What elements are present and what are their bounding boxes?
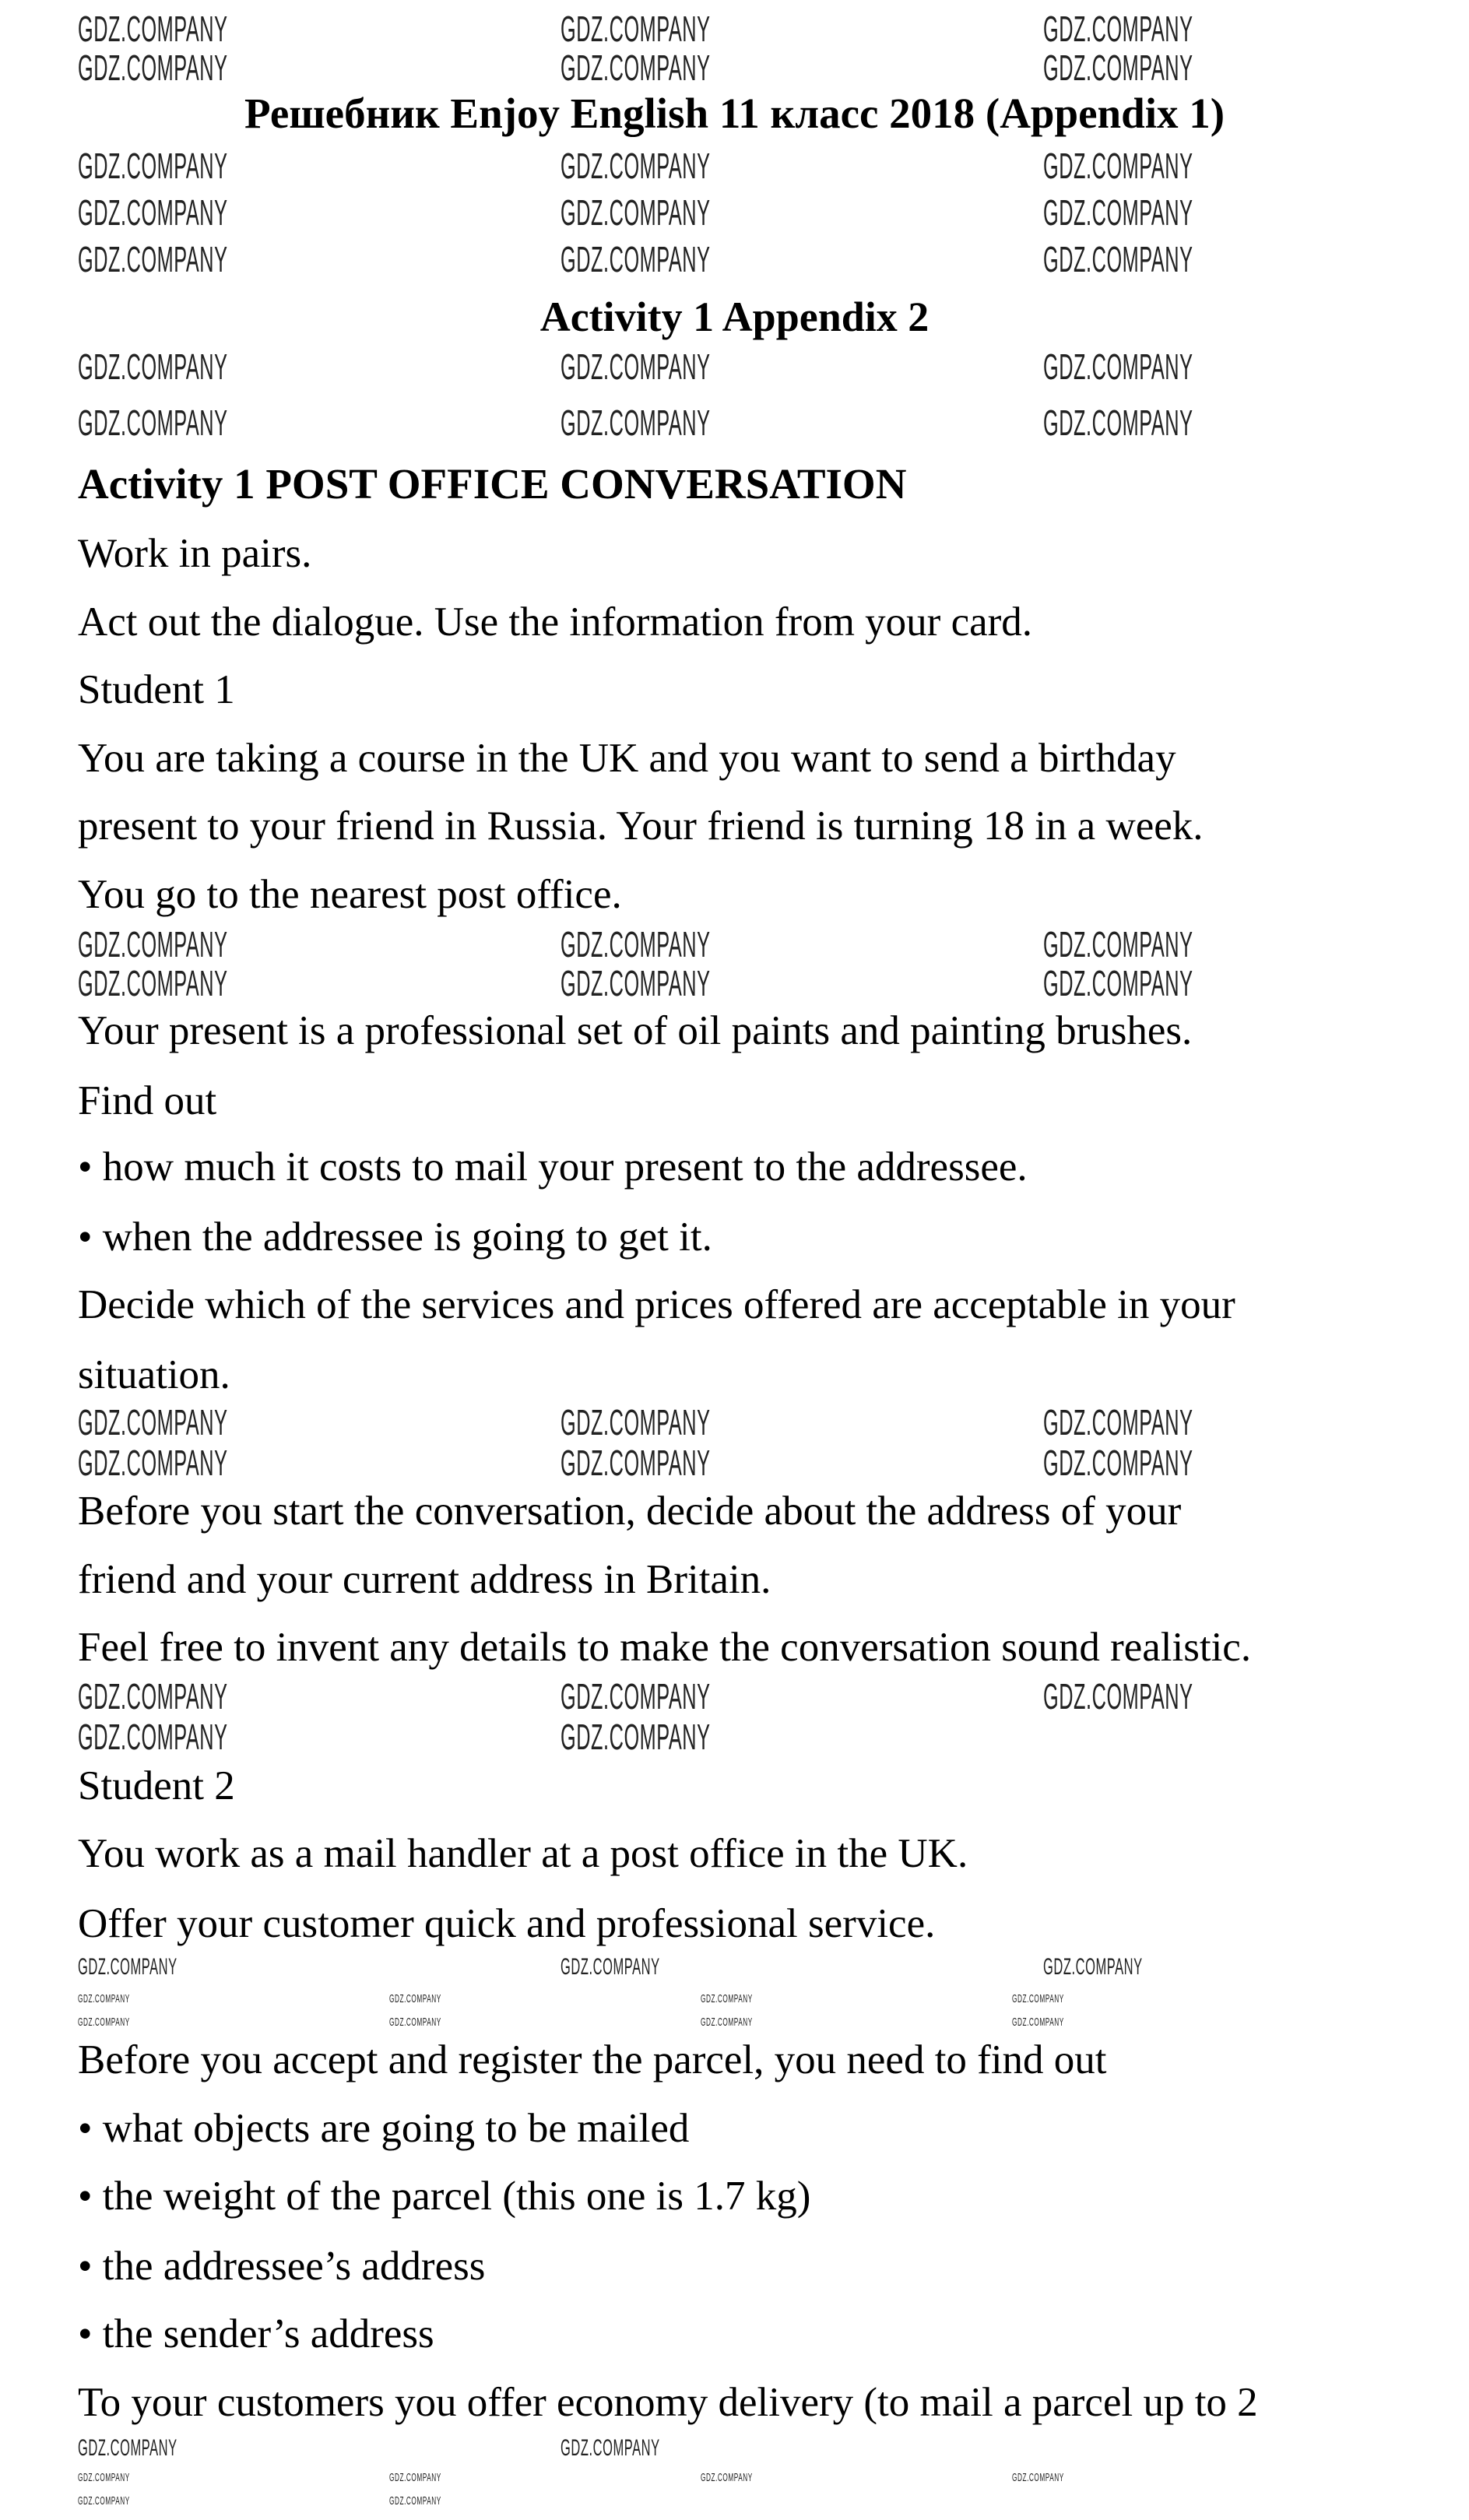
watermark: GDZ.COMPANY <box>561 346 711 387</box>
watermark: GDZ.COMPANY <box>78 2494 130 2508</box>
bullet-item: • when the addressee is going to get it. <box>78 1214 712 1260</box>
text-line: You are taking a course in the UK and you want to send a birthday <box>78 736 1176 781</box>
watermark: GDZ.COMPANY <box>78 402 228 443</box>
text-line: situation. <box>78 1352 230 1397</box>
watermark: GDZ.COMPANY <box>78 2471 130 2484</box>
text-line: Find out <box>78 1078 217 1123</box>
watermark: GDZ.COMPANY <box>1043 239 1193 279</box>
watermark: GDZ.COMPANY <box>389 1992 441 2005</box>
text-line: Before you start the conversation, decide about the address of your <box>78 1488 1182 1534</box>
watermark: GDZ.COMPANY <box>389 2494 441 2508</box>
watermark: GDZ.COMPANY <box>561 924 711 965</box>
watermark: GDZ.COMPANY <box>78 1992 130 2005</box>
text-line: Offer your customer quick and professional service. <box>78 1901 936 1946</box>
watermark: GDZ.COMPANY <box>78 239 228 279</box>
watermark: GDZ.COMPANY <box>78 924 228 965</box>
watermark: GDZ.COMPANY <box>1043 9 1193 49</box>
text-line: Work in pairs. <box>78 531 312 576</box>
watermark: GDZ.COMPANY <box>78 346 228 387</box>
watermark: GDZ.COMPANY <box>78 1443 228 1483</box>
watermark: GDZ.COMPANY <box>1012 2471 1064 2484</box>
watermark: GDZ.COMPANY <box>78 1717 228 1757</box>
watermark: GDZ.COMPANY <box>561 1717 711 1757</box>
watermark: GDZ.COMPANY <box>701 1992 753 2005</box>
watermark: GDZ.COMPANY <box>1043 1676 1193 1717</box>
section-label: Student 1 <box>78 667 235 712</box>
text-line: Feel free to invent any details to make the conversation sound realistic. <box>78 1625 1252 1670</box>
watermark: GDZ.COMPANY <box>78 2435 177 2461</box>
watermark: GDZ.COMPANY <box>561 1954 660 1980</box>
watermark: GDZ.COMPANY <box>561 192 711 233</box>
text-line: Your present is a professional set of oil paints and painting brushes. <box>78 1008 1193 1053</box>
bullet-item: • how much it costs to mail your present to the addressee. <box>78 1144 1028 1190</box>
watermark: GDZ.COMPANY <box>561 963 711 1003</box>
watermark: GDZ.COMPANY <box>1012 2016 1064 2029</box>
text-line: You work as a mail handler at a post office in the UK. <box>78 1831 968 1876</box>
text-line: Act out the dialogue. Use the information from your card. <box>78 599 1033 645</box>
watermark: GDZ.COMPANY <box>1043 1402 1193 1443</box>
watermark: GDZ.COMPANY <box>389 2471 441 2484</box>
text-line: present to your friend in Russia. Your friend is turning 18 in a week. <box>78 803 1204 849</box>
text-line: Decide which of the services and prices offered are acceptable in your <box>78 1282 1235 1327</box>
bullet-item: • the sender’s address <box>78 2311 434 2357</box>
watermark: GDZ.COMPANY <box>1043 146 1193 186</box>
watermark: GDZ.COMPANY <box>78 9 228 49</box>
watermark: GDZ.COMPANY <box>78 2016 130 2029</box>
text-line: friend and your current address in Britain. <box>78 1557 771 1602</box>
section-label: Student 2 <box>78 1763 235 1808</box>
watermark: GDZ.COMPANY <box>561 9 711 49</box>
watermark: GDZ.COMPANY <box>78 1402 228 1443</box>
watermark: GDZ.COMPANY <box>78 192 228 233</box>
document-subtitle: Activity 1 Appendix 2 <box>539 293 930 340</box>
watermark: GDZ.COMPANY <box>1043 47 1193 88</box>
watermark: GDZ.COMPANY <box>78 47 228 88</box>
watermark: GDZ.COMPANY <box>1043 963 1193 1003</box>
watermark: GDZ.COMPANY <box>78 1954 177 1980</box>
watermark: GDZ.COMPANY <box>78 146 228 186</box>
bullet-item: • the weight of the parcel (this one is 1.7 kg) <box>78 2174 811 2219</box>
watermark: GDZ.COMPANY <box>561 1676 711 1717</box>
watermark: GDZ.COMPANY <box>1012 1992 1064 2005</box>
activity-heading: Activity 1 POST OFFICE CONVERSATION <box>78 460 907 508</box>
watermark: GDZ.COMPANY <box>389 2016 441 2029</box>
watermark: GDZ.COMPANY <box>78 963 228 1003</box>
watermark: GDZ.COMPANY <box>78 1676 228 1717</box>
watermark: GDZ.COMPANY <box>1043 1954 1143 1980</box>
watermark: GDZ.COMPANY <box>1043 1443 1193 1483</box>
watermark: GDZ.COMPANY <box>561 47 711 88</box>
text-line: You go to the nearest post office. <box>78 872 622 917</box>
text-line: To your customers you offer economy delivery (to mail a parcel up to 2 <box>78 2380 1258 2425</box>
watermark: GDZ.COMPANY <box>561 146 711 186</box>
watermark: GDZ.COMPANY <box>1043 346 1193 387</box>
watermark: GDZ.COMPANY <box>561 402 711 443</box>
text-line: Before you accept and register the parcel, you need to find out <box>78 2037 1107 2082</box>
watermark: GDZ.COMPANY <box>701 2016 753 2029</box>
document-title: Решебник Enjoy English 11 класс 2018 (Appendix 1) <box>244 90 1225 137</box>
bullet-item: • what objects are going to be mailed <box>78 2106 690 2151</box>
watermark: GDZ.COMPANY <box>1043 402 1193 443</box>
bullet-item: • the addressee’s address <box>78 2244 486 2289</box>
watermark: GDZ.COMPANY <box>1043 924 1193 965</box>
watermark: GDZ.COMPANY <box>1043 192 1193 233</box>
watermark: GDZ.COMPANY <box>561 239 711 279</box>
watermark: GDZ.COMPANY <box>701 2471 753 2484</box>
watermark: GDZ.COMPANY <box>561 1402 711 1443</box>
watermark: GDZ.COMPANY <box>561 2435 660 2461</box>
watermark: GDZ.COMPANY <box>561 1443 711 1483</box>
